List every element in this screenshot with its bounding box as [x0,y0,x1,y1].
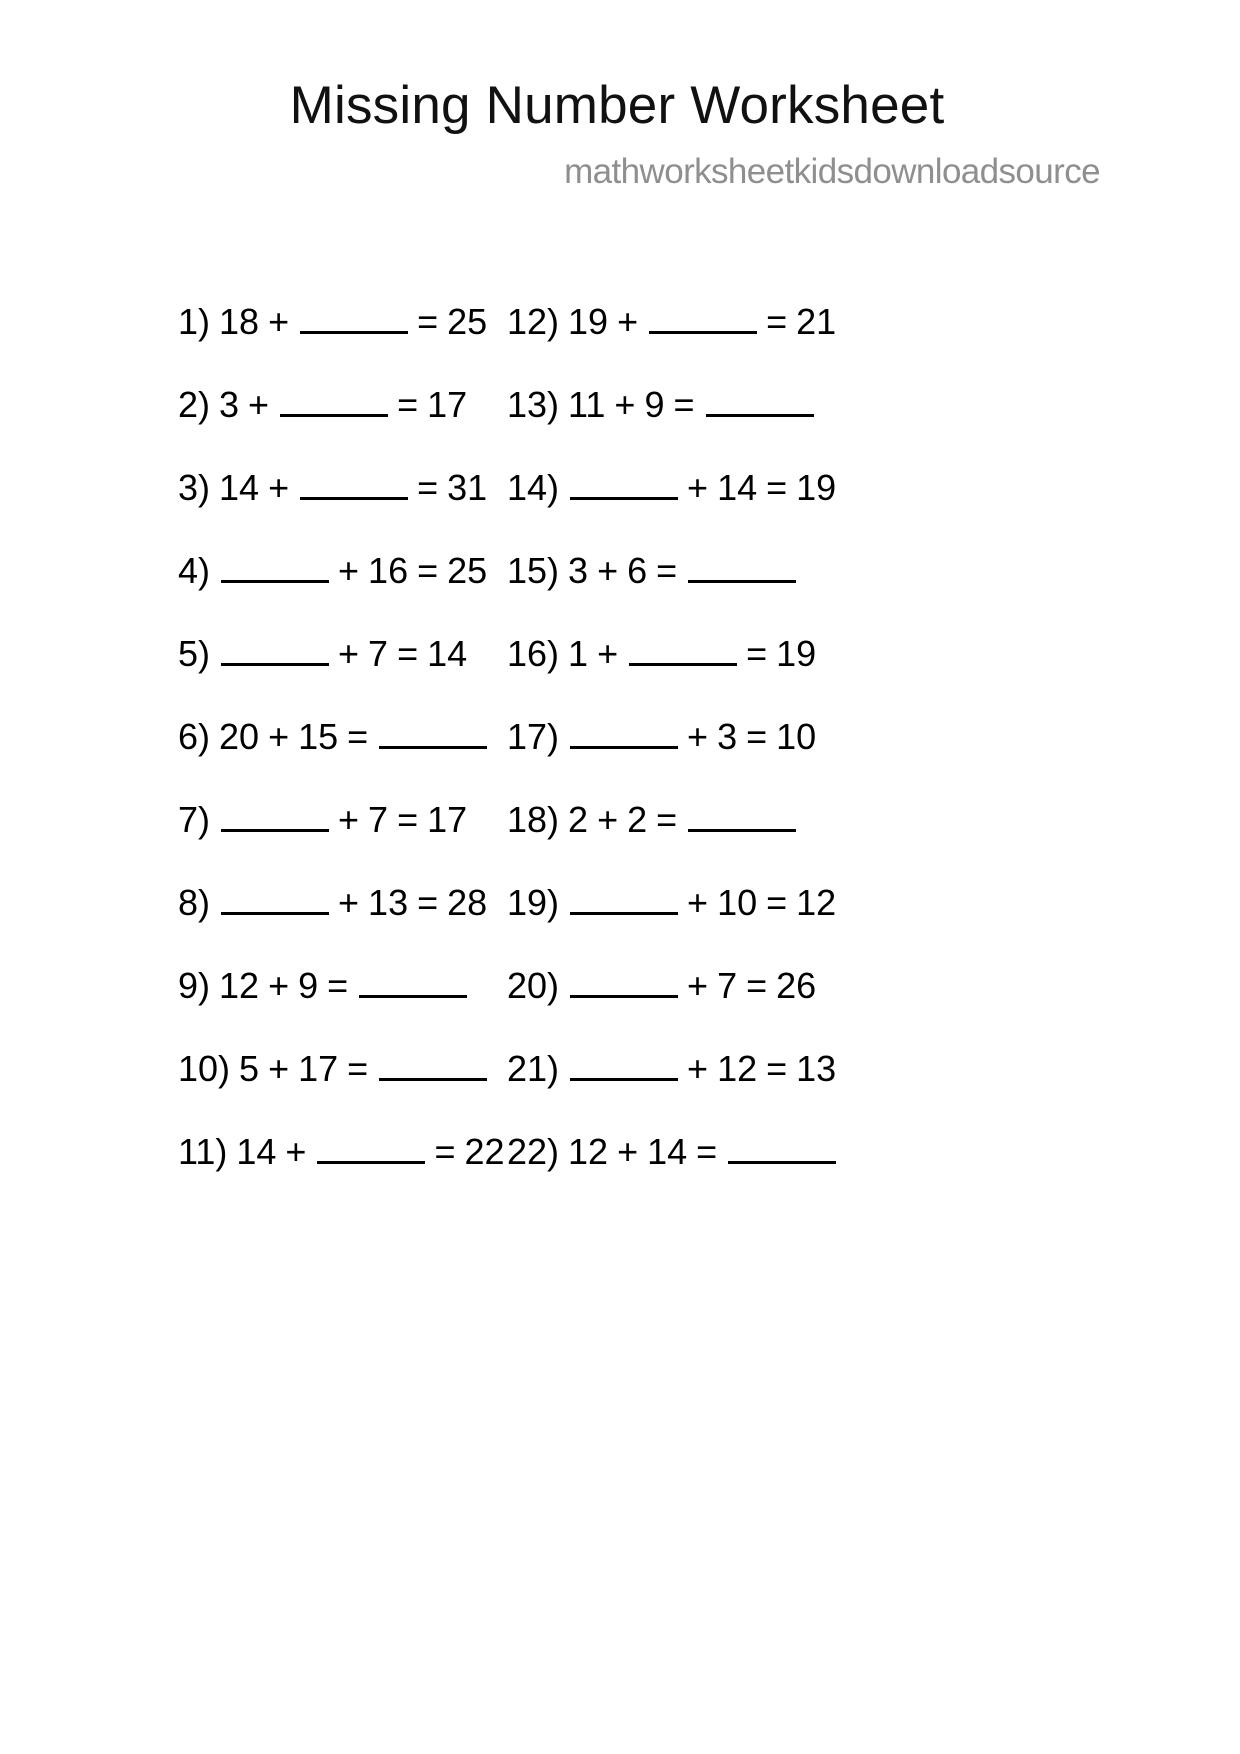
number-value: 28 [447,882,488,923]
operator-symbol: = [746,965,768,1006]
problem-number: 17) [507,716,560,757]
number-value: 2 [627,799,648,840]
operator-symbol: = [766,1048,788,1089]
operator-symbol: + [597,799,619,840]
number-value: 12 [568,1131,609,1172]
answer-blank[interactable] [280,384,388,417]
problem-row [178,466,488,549]
operator-symbol: = [347,716,369,757]
number-value: 6 [627,550,648,591]
problem-number: 5) [178,633,211,674]
problem-number: 13) [507,384,560,425]
number-value: 7 [368,633,389,674]
operator-symbol: + [338,633,360,674]
number-value: 3 [568,550,589,591]
problems-area [0,300,1240,1213]
number-value: 11 [568,384,606,425]
problem-expression [568,549,796,593]
operator-symbol: + [687,882,709,923]
answer-blank[interactable] [688,550,796,583]
problem-expression [568,632,816,676]
problem-row [507,383,1070,466]
number-value: 22 [464,1131,505,1172]
answer-blank[interactable] [688,799,796,832]
operator-symbol: + [268,965,290,1006]
number-value: 19 [796,467,837,508]
number-value: 31 [447,467,488,508]
problem-row [178,1047,450,1130]
operator-symbol: + [285,1131,307,1172]
problem-row [507,964,1070,1047]
operator-symbol: = [397,633,419,674]
problem-number: 2) [178,384,211,425]
number-value: 15 [298,716,339,757]
answer-blank[interactable] [570,1048,678,1081]
operator-symbol: + [687,716,709,757]
problem-expression [568,466,836,510]
operator-symbol: + [617,1131,639,1172]
operator-symbol: + [687,1048,709,1089]
source-watermark: mathworksheetkidsdownloadsource [564,151,1100,191]
problem-expression [568,300,836,344]
answer-blank[interactable] [728,1131,836,1164]
problem-expression [219,715,487,759]
answer-blank[interactable] [317,1131,425,1164]
operator-symbol: + [268,1048,290,1089]
problem-expression [219,549,487,593]
number-value: 13 [796,1048,837,1089]
operator-symbol: + [597,633,619,674]
problem-expression [219,964,467,1008]
problem-expression [568,1130,836,1174]
problem-number: 19) [507,882,560,923]
operator-symbol: + [268,467,290,508]
operator-symbol: = [746,633,768,674]
problem-number: 21) [507,1048,560,1089]
number-value: 3 [717,716,738,757]
problem-number: 3) [178,467,211,508]
problem-row [507,1130,1070,1213]
answer-blank[interactable] [570,716,678,749]
operator-symbol: + [338,799,360,840]
number-value: 10 [717,882,758,923]
number-value: 14 [647,1131,688,1172]
number-value: 17 [427,384,468,425]
problem-row [178,715,450,798]
number-value: 14 [236,1131,277,1172]
problem-row [507,715,1070,798]
operator-symbol: + [338,550,360,591]
problem-row [507,798,1070,881]
number-value: 2 [568,799,589,840]
worksheet-header [0,78,1240,190]
problem-number: 8) [178,882,211,923]
problem-expression [568,715,816,759]
operator-symbol: = [656,799,678,840]
problem-number: 14) [507,467,560,508]
operator-symbol: = [327,965,349,1006]
number-value: 9 [298,965,319,1006]
operator-symbol: = [766,467,788,508]
problem-number: 22) [507,1131,560,1172]
operator-symbol: = [397,799,419,840]
operator-symbol: = [347,1048,369,1089]
number-value: 7 [717,965,738,1006]
operator-symbol: = [417,882,439,923]
number-value: 19 [776,633,817,674]
number-value: 5 [239,1048,260,1089]
answer-blank[interactable] [629,633,737,666]
operator-symbol: = [766,301,788,342]
operator-symbol: + [268,716,290,757]
problem-expression [219,300,487,344]
answer-blank[interactable] [221,799,329,832]
operator-symbol: = [417,467,439,508]
problem-row [507,300,1070,383]
problem-number: 6) [178,716,211,757]
problem-expression [219,881,487,925]
problem-expression [568,383,813,427]
answer-blank[interactable] [300,301,408,334]
number-value: 17 [298,1048,339,1089]
number-value: 13 [368,882,409,923]
number-value: 17 [427,799,468,840]
number-value: 10 [776,716,817,757]
problem-row [507,1047,1070,1130]
number-value: 14 [219,467,260,508]
operator-symbol: = [656,550,678,591]
answer-blank[interactable] [570,965,678,998]
operator-symbol: = [696,1131,718,1172]
answer-blank[interactable] [221,633,329,666]
operator-symbol: = [417,301,439,342]
problem-row [178,798,468,881]
problem-number: 18) [507,799,560,840]
problem-number: 4) [178,550,211,591]
problem-row [507,881,1070,964]
problem-expression [568,798,796,842]
problem-number: 10) [178,1048,231,1089]
number-value: 18 [219,301,260,342]
operator-symbol: = [417,550,439,591]
operator-symbol: + [597,550,619,591]
number-value: 3 [219,384,240,425]
problems-column-right [450,300,1070,1213]
problem-row [507,466,1070,549]
answer-blank[interactable] [706,384,814,417]
operator-symbol: = [766,882,788,923]
number-value: 12 [796,882,837,923]
problem-expression [219,383,467,427]
problem-expression [219,466,487,510]
operator-symbol: + [687,467,709,508]
number-value: 20 [219,716,260,757]
problem-number: 1) [178,301,211,342]
answer-blank[interactable] [570,882,678,915]
problem-expression [568,1047,836,1091]
answer-blank[interactable] [649,301,757,334]
problem-number: 20) [507,965,560,1006]
operator-symbol: + [617,301,639,342]
operator-symbol: + [248,384,270,425]
operator-symbol: + [338,882,360,923]
problem-row [178,383,468,466]
number-value: 26 [776,965,817,1006]
operator-symbol: = [434,1131,456,1172]
number-value: 14 [427,633,468,674]
operator-symbol: = [746,716,768,757]
answer-blank[interactable] [570,467,678,500]
number-value: 7 [368,799,389,840]
problem-row [178,1130,505,1213]
problem-number: 12) [507,301,560,342]
problem-expression [568,881,836,925]
problem-row [178,549,488,632]
operator-symbol: + [687,965,709,1006]
number-value: 9 [644,384,665,425]
number-value: 25 [447,301,488,342]
number-value: 16 [368,550,409,591]
problem-number: 11) [178,1131,228,1172]
answer-blank[interactable] [221,882,329,915]
answer-blank[interactable] [221,550,329,583]
number-value: 25 [447,550,488,591]
problem-row [178,632,468,715]
number-value: 19 [568,301,609,342]
problems-column-left [0,300,505,1213]
problem-number: 15) [507,550,560,591]
problem-row [178,881,488,964]
operator-symbol: = [397,384,419,425]
operator-symbol: = [673,384,695,425]
problem-expression [219,798,467,842]
page-title: Missing Number Worksheet [289,76,945,135]
number-value: 1 [568,633,589,674]
problem-row [178,300,488,383]
operator-symbol: + [268,301,290,342]
number-value: 21 [796,301,837,342]
problem-row [507,632,1070,715]
problem-expression [219,632,467,676]
problem-number: 7) [178,799,211,840]
number-value: 12 [219,965,260,1006]
problem-row [178,964,450,1047]
number-value: 14 [717,467,758,508]
answer-blank[interactable] [300,467,408,500]
operator-symbol: + [614,384,636,425]
problem-number: 9) [178,965,211,1006]
problem-row [507,549,1070,632]
problem-number: 16) [507,633,560,674]
number-value: 12 [717,1048,758,1089]
problem-expression [568,964,816,1008]
